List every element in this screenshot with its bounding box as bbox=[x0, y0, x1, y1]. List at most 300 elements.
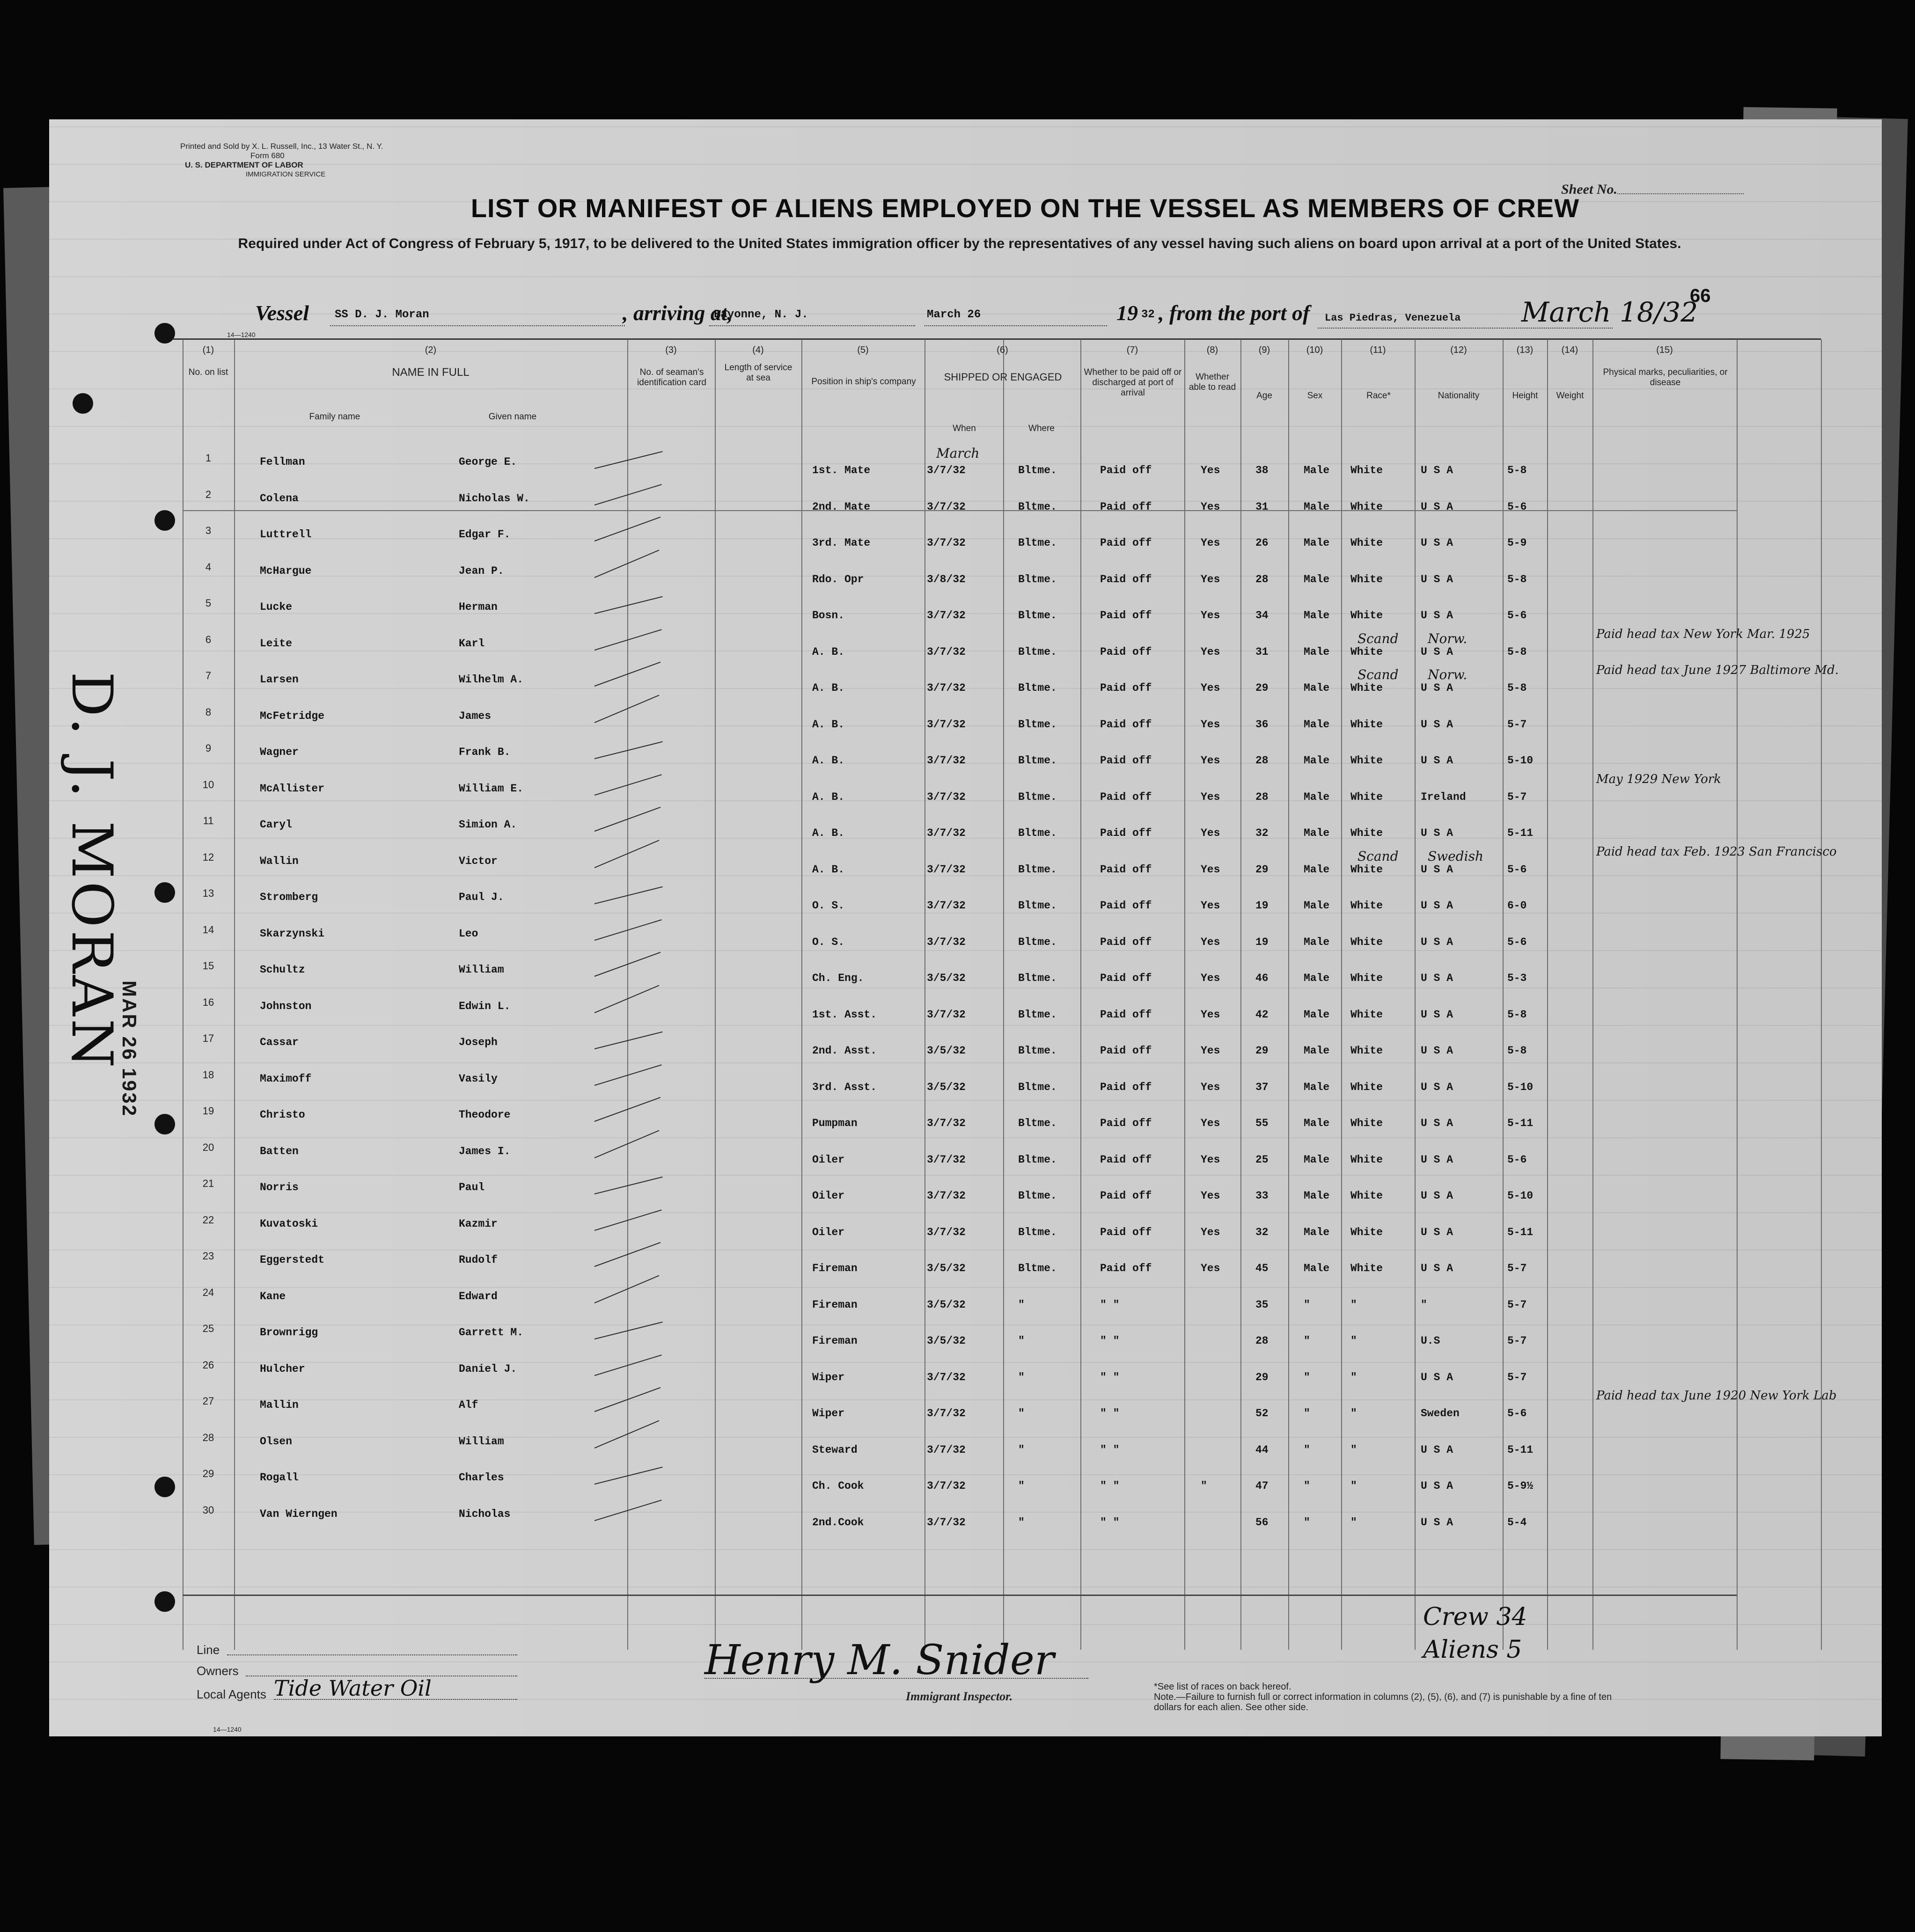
family-name: Leite bbox=[260, 637, 293, 650]
col-header-read: Whether able to read bbox=[1189, 372, 1236, 392]
height: 5-9½ bbox=[1507, 1480, 1533, 1492]
race-note: Scand bbox=[1357, 630, 1399, 646]
family-name: Luttrell bbox=[260, 528, 312, 541]
arriving-label: , arriving at, bbox=[623, 301, 733, 325]
able-to-read: Yes bbox=[1201, 1008, 1220, 1021]
family-name: Schultz bbox=[260, 964, 305, 976]
given-name: Vasily bbox=[459, 1072, 498, 1085]
footnote-star: *See list of races on back hereof. bbox=[1154, 1682, 1291, 1692]
field-line bbox=[227, 1654, 517, 1655]
able-to-read: Yes bbox=[1201, 790, 1220, 803]
paid-off: Paid off bbox=[1100, 1045, 1152, 1057]
shipped-where: Bltme. bbox=[1018, 645, 1057, 658]
sex: Male bbox=[1304, 718, 1330, 731]
given-name: Theodore bbox=[459, 1109, 511, 1121]
sex: Male bbox=[1304, 900, 1330, 912]
sex: Male bbox=[1304, 609, 1330, 622]
sex: " bbox=[1304, 1335, 1310, 1347]
sex: Male bbox=[1304, 972, 1330, 984]
form-number: Form 680 bbox=[250, 151, 285, 160]
paid-off: Paid off bbox=[1100, 645, 1152, 658]
shipped-where: Bltme. bbox=[1018, 827, 1057, 839]
col-header-name: NAME IN FULL bbox=[392, 366, 470, 379]
race: White bbox=[1350, 790, 1383, 803]
shipped-where: " bbox=[1018, 1335, 1025, 1347]
position: Fireman bbox=[812, 1298, 858, 1311]
height: 5-7 bbox=[1507, 1262, 1527, 1274]
paid-off: Paid off bbox=[1100, 500, 1152, 513]
sex: Male bbox=[1304, 1045, 1330, 1057]
shipped-when: 3/7/32 bbox=[927, 790, 966, 803]
given-name: Herman bbox=[459, 601, 498, 613]
shipped-where: " bbox=[1018, 1407, 1025, 1420]
row-number: 13 bbox=[202, 887, 214, 899]
paid-off: Paid off bbox=[1100, 682, 1152, 694]
punch-hole bbox=[154, 882, 175, 903]
able-to-read: Yes bbox=[1201, 573, 1220, 585]
row-number: 18 bbox=[202, 1068, 214, 1081]
race: White bbox=[1350, 1262, 1383, 1274]
col-header-where: Where bbox=[1028, 424, 1055, 433]
position: A. B. bbox=[812, 682, 845, 694]
crew-count-note: Crew 34 bbox=[1423, 1603, 1527, 1631]
column-number: (13) bbox=[1516, 345, 1533, 355]
date-stamp: MAR 26 1932 bbox=[118, 981, 140, 1118]
race: White bbox=[1350, 537, 1383, 549]
column-number: (2) bbox=[425, 345, 437, 355]
age: 28 bbox=[1255, 790, 1269, 803]
age: 29 bbox=[1255, 682, 1269, 694]
col-header-weight: Weight bbox=[1556, 391, 1584, 401]
year-value: 32 bbox=[1141, 308, 1155, 321]
height: 5-11 bbox=[1507, 1117, 1533, 1129]
position: Rdo. Opr bbox=[812, 573, 864, 585]
given-name: Wilhelm A. bbox=[459, 673, 524, 686]
able-to-read: Yes bbox=[1201, 1081, 1220, 1093]
row-number: 7 bbox=[205, 670, 212, 681]
punch-hole bbox=[154, 323, 175, 344]
given-name: Alf bbox=[459, 1399, 478, 1411]
shipped-where: Bltme. bbox=[1018, 537, 1057, 549]
shipped-when: 3/7/32 bbox=[927, 500, 966, 513]
height: 5-11 bbox=[1507, 1443, 1533, 1456]
nationality: U S A bbox=[1421, 464, 1453, 476]
column-number: (7) bbox=[1126, 345, 1138, 355]
age: 33 bbox=[1255, 1190, 1269, 1202]
able-to-read: Yes bbox=[1201, 972, 1220, 984]
row-number: 24 bbox=[202, 1286, 214, 1298]
shipped-where: Bltme. bbox=[1018, 464, 1057, 476]
shipped-where: " bbox=[1018, 1516, 1025, 1529]
col-header-family: Family name bbox=[309, 412, 360, 422]
sex: " bbox=[1304, 1298, 1310, 1311]
row-number: 27 bbox=[202, 1395, 214, 1407]
race: White bbox=[1350, 972, 1383, 984]
paid-off: " " bbox=[1100, 1371, 1120, 1383]
row-number: 10 bbox=[202, 778, 214, 790]
race: " bbox=[1350, 1371, 1357, 1383]
age: 28 bbox=[1255, 573, 1269, 585]
race: " bbox=[1350, 1335, 1357, 1347]
sex: Male bbox=[1304, 1190, 1330, 1202]
shipped-when: 3/7/32 bbox=[927, 1226, 966, 1238]
shipped-where: Bltme. bbox=[1018, 972, 1057, 984]
footnote-note: Note.—Failure to furnish full or correct information in columns (2), (5), (6), and (7) is punishable by a fine of ten dollars for each alien. See other side. bbox=[1154, 1692, 1612, 1712]
row-number: 19 bbox=[202, 1105, 214, 1117]
nationality: U S A bbox=[1421, 645, 1453, 658]
shipped-when: 3/7/32 bbox=[927, 1008, 966, 1021]
field-line bbox=[709, 325, 915, 326]
col-header-service: Length of service at sea bbox=[724, 363, 792, 383]
shipped-when: 3/8/32 bbox=[927, 573, 966, 585]
position: 3rd. Mate bbox=[812, 537, 871, 549]
given-name: Kazmir bbox=[459, 1217, 498, 1230]
shipped-when: 3/7/32 bbox=[927, 863, 966, 876]
given-name: Nicholas bbox=[459, 1508, 511, 1520]
given-name: Charles bbox=[459, 1471, 504, 1484]
nationality: U S A bbox=[1421, 827, 1453, 839]
column-number: (12) bbox=[1450, 345, 1467, 355]
given-name: Edwin L. bbox=[459, 1000, 511, 1012]
shipped-where: " bbox=[1018, 1443, 1025, 1456]
paid-off: Paid off bbox=[1100, 464, 1152, 476]
able-to-read: Yes bbox=[1201, 500, 1220, 513]
given-name: Jean P. bbox=[459, 564, 504, 577]
position: A. B. bbox=[812, 827, 845, 839]
given-name: William E. bbox=[459, 782, 524, 795]
shipped-where: " bbox=[1018, 1371, 1025, 1383]
sex: Male bbox=[1304, 573, 1330, 585]
race: White bbox=[1350, 863, 1383, 876]
given-name: Nicholas W. bbox=[459, 492, 530, 505]
shipped-where: Bltme. bbox=[1018, 609, 1057, 622]
position: A. B. bbox=[812, 790, 845, 803]
nationality-note: Norw. bbox=[1428, 630, 1467, 646]
sex: Male bbox=[1304, 1153, 1330, 1166]
arrival-port: Bayonne, N. J. bbox=[714, 308, 808, 321]
race: White bbox=[1350, 573, 1383, 585]
row-number: 23 bbox=[202, 1250, 214, 1262]
agents-value: Tide Water Oil bbox=[274, 1676, 432, 1701]
nationality: U S A bbox=[1421, 609, 1453, 622]
age: 32 bbox=[1255, 1226, 1269, 1238]
row-number: 11 bbox=[203, 815, 214, 827]
col-header-marks: Physical marks, peculiarities, or disease bbox=[1603, 367, 1728, 388]
paid-off: Paid off bbox=[1100, 1153, 1152, 1166]
row-number: 28 bbox=[202, 1431, 214, 1443]
col-header-given: Given name bbox=[488, 412, 537, 422]
nationality: U S A bbox=[1421, 500, 1453, 513]
column-number: (5) bbox=[857, 345, 869, 355]
paid-off: Paid off bbox=[1100, 790, 1152, 803]
age: 38 bbox=[1255, 464, 1269, 476]
nationality: U S A bbox=[1421, 718, 1453, 731]
given-name: James I. bbox=[459, 1145, 511, 1157]
race: " bbox=[1350, 1480, 1357, 1492]
position: A. B. bbox=[812, 718, 845, 731]
col-header-no: No. on list bbox=[188, 367, 228, 377]
age: 52 bbox=[1255, 1407, 1269, 1420]
family-name: Wagner bbox=[260, 746, 299, 758]
given-name: George E. bbox=[459, 456, 517, 468]
shipped-when: 3/7/32 bbox=[927, 1443, 966, 1456]
physical-marks-note: Paid head tax New York Mar. 1925 bbox=[1596, 627, 1810, 641]
given-name: James bbox=[459, 710, 492, 722]
race: " bbox=[1350, 1443, 1357, 1456]
age: 35 bbox=[1255, 1298, 1269, 1311]
vessel-name-stamp: D. J. MORAN bbox=[59, 672, 124, 1071]
column-number: (15) bbox=[1656, 345, 1673, 355]
family-name: Johnston bbox=[260, 1000, 312, 1012]
row-number: 15 bbox=[202, 960, 214, 972]
shipped-when: 3/7/32 bbox=[927, 1407, 966, 1420]
age: 55 bbox=[1255, 1117, 1269, 1129]
row-number: 22 bbox=[202, 1214, 214, 1226]
sex: " bbox=[1304, 1516, 1310, 1529]
position: Oiler bbox=[812, 1226, 845, 1238]
owners-label: Owners bbox=[197, 1664, 239, 1678]
sex: Male bbox=[1304, 500, 1330, 513]
given-name: Leo bbox=[459, 927, 478, 940]
position: 1st. Mate bbox=[812, 464, 871, 476]
family-name: Eggerstedt bbox=[260, 1254, 325, 1266]
shipped-when: 3/7/32 bbox=[927, 754, 966, 767]
sex: Male bbox=[1304, 645, 1330, 658]
sex: " bbox=[1304, 1407, 1310, 1420]
row-number: 25 bbox=[202, 1323, 214, 1334]
given-name: Rudolf bbox=[459, 1254, 498, 1266]
sex: Male bbox=[1304, 790, 1330, 803]
nationality: U S A bbox=[1421, 1117, 1453, 1129]
sex: Male bbox=[1304, 936, 1330, 948]
family-name: Skarzynski bbox=[260, 927, 325, 940]
position: O. S. bbox=[812, 936, 845, 948]
sex: Male bbox=[1304, 682, 1330, 694]
height: 5-10 bbox=[1507, 754, 1533, 767]
position: Fireman bbox=[812, 1262, 858, 1274]
paid-off: " " bbox=[1100, 1480, 1120, 1492]
col-header-position: Position in ship's company bbox=[811, 377, 916, 387]
height: 5-11 bbox=[1507, 827, 1533, 839]
height: 5-8 bbox=[1507, 682, 1527, 694]
field-line bbox=[330, 325, 625, 326]
family-name: Kuvatoski bbox=[260, 1217, 318, 1230]
column-number: (4) bbox=[752, 345, 764, 355]
family-name: Larsen bbox=[260, 673, 299, 686]
given-name: Daniel J. bbox=[459, 1362, 517, 1375]
shipped-where: Bltme. bbox=[1018, 1262, 1057, 1274]
year-prefix: 19 bbox=[1116, 301, 1138, 325]
race: White bbox=[1350, 1117, 1383, 1129]
shipped-when: 3/5/32 bbox=[927, 1045, 966, 1057]
position: Oiler bbox=[812, 1190, 845, 1202]
nationality: " bbox=[1421, 1298, 1427, 1311]
height: 5-10 bbox=[1507, 1081, 1533, 1093]
position: Pumpman bbox=[812, 1117, 858, 1129]
field-line bbox=[924, 325, 1107, 326]
signature-line bbox=[704, 1678, 1088, 1679]
column-number: (11) bbox=[1370, 345, 1386, 355]
height: 5-6 bbox=[1507, 609, 1527, 622]
physical-marks-note: Paid head tax Feb. 1923 San Francisco bbox=[1596, 844, 1837, 859]
age: 45 bbox=[1255, 1262, 1269, 1274]
printer-credit: Printed and Sold by X. L. Russell, Inc., 13 Water St., N. Y. bbox=[180, 142, 383, 151]
shipped-where: Bltme. bbox=[1018, 1045, 1057, 1057]
family-name: Lucke bbox=[260, 601, 293, 613]
shipped-where: Bltme. bbox=[1018, 754, 1057, 767]
position: 3rd. Asst. bbox=[812, 1081, 877, 1093]
agents-label: Local Agents bbox=[197, 1687, 266, 1701]
shipped-when: 3/7/32 bbox=[927, 900, 966, 912]
nationality: U S A bbox=[1421, 1190, 1453, 1202]
able-to-read: " bbox=[1201, 1480, 1207, 1492]
shipped-where: Bltme. bbox=[1018, 1117, 1057, 1129]
height: 5-3 bbox=[1507, 972, 1527, 984]
height: 5-10 bbox=[1507, 1190, 1533, 1202]
race: White bbox=[1350, 827, 1383, 839]
shipped-when: 3/5/32 bbox=[927, 1335, 966, 1347]
able-to-read: Yes bbox=[1201, 1117, 1220, 1129]
family-name: Norris bbox=[260, 1181, 299, 1193]
row-number: 4 bbox=[205, 561, 212, 573]
sex: " bbox=[1304, 1480, 1310, 1492]
age: 34 bbox=[1255, 609, 1269, 622]
race-note: Scand bbox=[1357, 848, 1399, 864]
able-to-read: Yes bbox=[1201, 609, 1220, 622]
shipped-where: Bltme. bbox=[1018, 1226, 1057, 1238]
able-to-read: Yes bbox=[1201, 1262, 1220, 1274]
row-number: 17 bbox=[202, 1032, 214, 1044]
paid-off: Paid off bbox=[1100, 573, 1152, 585]
age: 31 bbox=[1255, 645, 1269, 658]
race: White bbox=[1350, 718, 1383, 731]
position: Wiper bbox=[812, 1371, 845, 1383]
shipped-where: Bltme. bbox=[1018, 682, 1057, 694]
able-to-read: Yes bbox=[1201, 682, 1220, 694]
age: 42 bbox=[1255, 1008, 1269, 1021]
race: White bbox=[1350, 682, 1383, 694]
shipped-where: Bltme. bbox=[1018, 500, 1057, 513]
row-number: 8 bbox=[205, 706, 212, 718]
height: 5-6 bbox=[1507, 936, 1527, 948]
sheet-no-label: Sheet No. bbox=[1561, 182, 1617, 197]
row-number: 5 bbox=[205, 597, 212, 609]
height: 5-11 bbox=[1507, 1226, 1533, 1238]
able-to-read: Yes bbox=[1201, 1153, 1220, 1166]
arrival-date: March 26 bbox=[927, 308, 981, 321]
able-to-read: Yes bbox=[1201, 1045, 1220, 1057]
able-to-read: Yes bbox=[1201, 827, 1220, 839]
age: 31 bbox=[1255, 500, 1269, 513]
height: 5-8 bbox=[1507, 645, 1527, 658]
height: 5-8 bbox=[1507, 1008, 1527, 1021]
race: " bbox=[1350, 1516, 1357, 1529]
sex: " bbox=[1304, 1443, 1310, 1456]
position: Steward bbox=[812, 1443, 858, 1456]
row-number: 6 bbox=[205, 633, 212, 645]
paid-off: Paid off bbox=[1100, 1226, 1152, 1238]
race: " bbox=[1350, 1407, 1357, 1420]
department-name: U. S. DEPARTMENT OF LABOR bbox=[185, 161, 303, 169]
col-header-race: Race* bbox=[1366, 391, 1391, 401]
sex: Male bbox=[1304, 754, 1330, 767]
height: 5-9 bbox=[1507, 537, 1527, 549]
family-name: Maximoff bbox=[260, 1072, 312, 1085]
sex: Male bbox=[1304, 827, 1330, 839]
shipped-when: 3/7/32 bbox=[927, 464, 966, 476]
family-name: Brownrigg bbox=[260, 1326, 318, 1339]
paid-off: " " bbox=[1100, 1298, 1120, 1311]
row-number: 2 bbox=[205, 488, 212, 500]
age: 56 bbox=[1255, 1516, 1269, 1529]
given-name: Garrett M. bbox=[459, 1326, 524, 1339]
page-subtitle: Required under Act of Congress of February 5, 1917, to be delivered to the United States immigration officer by the representatives of any vessel having such aliens on board upon arrival at a port of the United States. bbox=[238, 236, 1681, 251]
family-name: Hulcher bbox=[260, 1362, 305, 1375]
position: Oiler bbox=[812, 1153, 845, 1166]
paid-off: Paid off bbox=[1100, 1262, 1152, 1274]
nationality: U S A bbox=[1421, 1262, 1453, 1274]
service-name: IMMIGRATION SERVICE bbox=[246, 170, 326, 178]
nationality: U.S bbox=[1421, 1335, 1440, 1347]
paid-off: Paid off bbox=[1100, 863, 1152, 876]
height: 5-7 bbox=[1507, 1371, 1527, 1383]
position: Bosn. bbox=[812, 609, 845, 622]
shipped-when: 3/7/32 bbox=[927, 682, 966, 694]
position: A. B. bbox=[812, 863, 845, 876]
position: O. S. bbox=[812, 900, 845, 912]
nationality-note: Norw. bbox=[1428, 667, 1467, 682]
height: 5-7 bbox=[1507, 790, 1527, 803]
paid-off: " " bbox=[1100, 1407, 1120, 1420]
sex: Male bbox=[1304, 1081, 1330, 1093]
age: 36 bbox=[1255, 718, 1269, 731]
sex: Male bbox=[1304, 1226, 1330, 1238]
age: 47 bbox=[1255, 1480, 1269, 1492]
nationality: Ireland bbox=[1421, 790, 1466, 803]
nationality: U S A bbox=[1421, 1480, 1453, 1492]
shipped-when: 3/7/32 bbox=[927, 609, 966, 622]
col-header-when: When bbox=[953, 424, 976, 433]
nationality: U S A bbox=[1421, 537, 1453, 549]
nationality: U S A bbox=[1421, 1443, 1453, 1456]
nationality: U S A bbox=[1421, 1226, 1453, 1238]
crew-table bbox=[183, 339, 1821, 1650]
shipped-when: 3/7/32 bbox=[927, 718, 966, 731]
col-header-age: Age bbox=[1256, 391, 1272, 401]
shipped-where: Bltme. bbox=[1018, 1081, 1057, 1093]
nationality: U S A bbox=[1421, 863, 1453, 876]
paid-off: Paid off bbox=[1100, 1190, 1152, 1202]
shipped-where: Bltme. bbox=[1018, 1190, 1057, 1202]
age: 32 bbox=[1255, 827, 1269, 839]
vessel-name: SS D. J. Moran bbox=[335, 308, 429, 321]
departure-port: Las Piedras, Venezuela bbox=[1325, 312, 1461, 324]
row-number: 16 bbox=[202, 996, 214, 1008]
position: 2nd. Asst. bbox=[812, 1045, 877, 1057]
paid-off: Paid off bbox=[1100, 1008, 1152, 1021]
position: 1st. Asst. bbox=[812, 1008, 877, 1021]
nationality: Sweden bbox=[1421, 1407, 1460, 1420]
aliens-count-note: Aliens 5 bbox=[1423, 1636, 1522, 1664]
age: 28 bbox=[1255, 754, 1269, 767]
shipped-when: 3/5/32 bbox=[927, 1298, 966, 1311]
sex: Male bbox=[1304, 464, 1330, 476]
nationality: U S A bbox=[1421, 1516, 1453, 1529]
shipped-when: 3/7/32 bbox=[927, 936, 966, 948]
able-to-read: Yes bbox=[1201, 900, 1220, 912]
family-name: Rogall bbox=[260, 1471, 299, 1484]
age: 26 bbox=[1255, 537, 1269, 549]
